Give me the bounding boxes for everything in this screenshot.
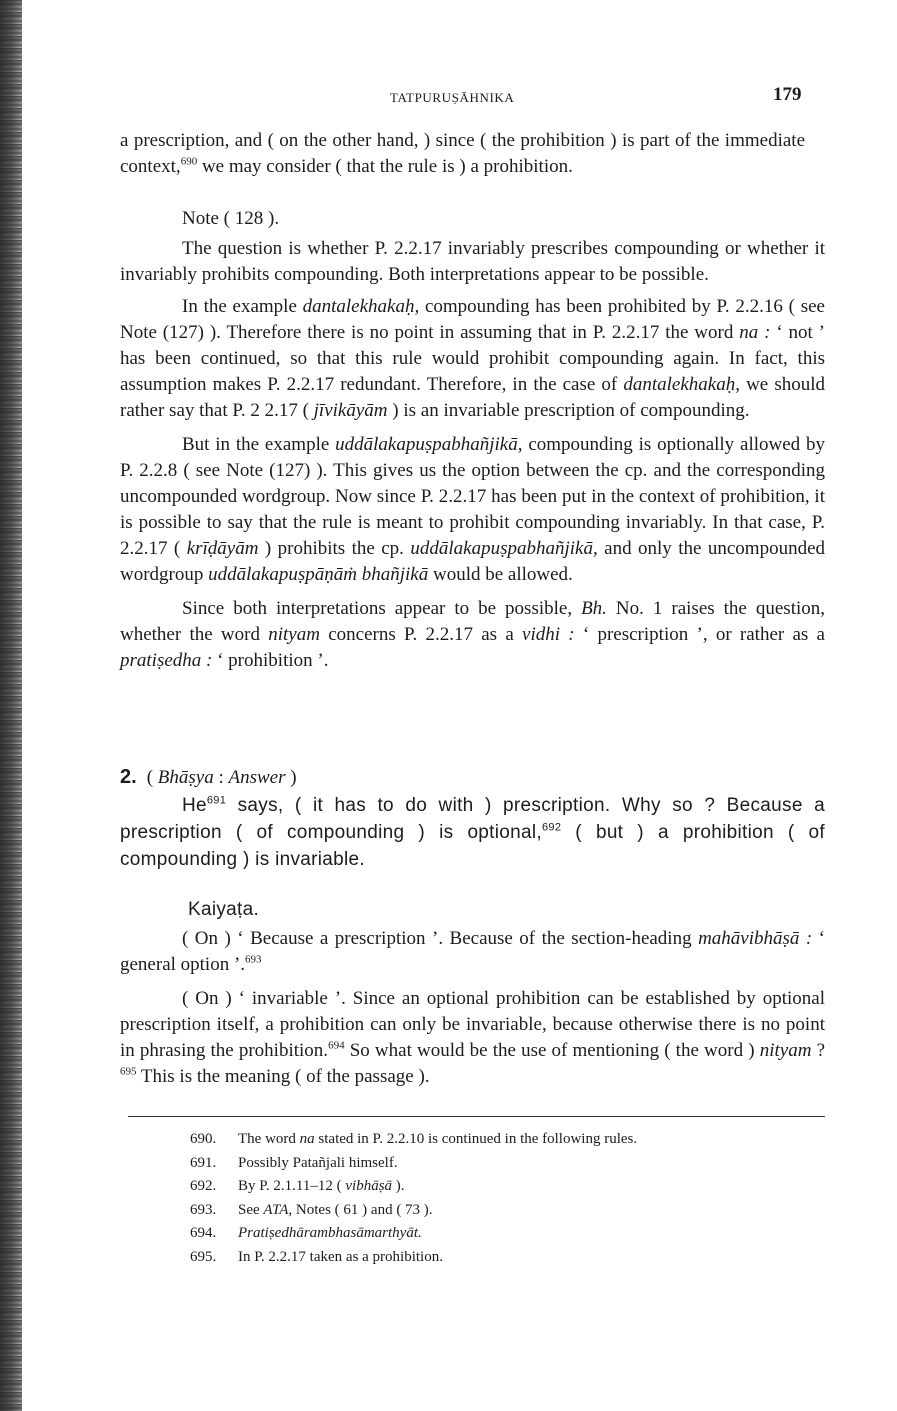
intro-paragraph: a prescription, and ( on the other hand, ) since ( the prohibition ) is part of the immediate context,$^{690}$ we may consider ( that the rule is ) a prohibition. bbox=[120, 130, 805, 177]
note-label: Note ( 128 ). bbox=[182, 208, 280, 229]
note-paragraph-4: Since both interpretations appear to be possible, Bh. No. 1 raises the question, whether the word nityam concerns P. 2.2.17 as a vidhi : ‘ prescription ’, or rather as a pratiṣedha : ‘ prohibition ’. bbox=[120, 598, 825, 671]
footnotes bbox=[190, 1128, 830, 1269]
note-paragraph-2: In the example dantalekhakaḥ, compounding has been prohibited by P. 2.2.16 ( see Note (127) ). Therefore there is no point in assuming that in P. 2.2.17 the word na : ‘ not ’ has been continued, so that this rule would prohibit compounding again. In fact, this assumption makes P. 2.2.17 redundant. Therefore, in the case of dantalekhakaḥ, we should rather say that P. 2 2.17 ( jīvikāyām ) is an invariable prescription of compounding. bbox=[120, 296, 825, 421]
kaiyata-paragraph-2: ( On ) ‘ invariable ’. Since an optional prohibition can be established by optional prescription itself, a prohibition can only be invariable, because otherwise there is no point in phrasing the prohibition.$^{694}$ So what would be the use of mentioning ( the word ) nityam ?$^{695}$ This is the meaning ( of the passage ). bbox=[120, 988, 825, 1087]
note-paragraph-1: The question is whether P. 2.2.17 invariably prescribes compounding or whether it invariably prohibits compounding. Both interpretations appear to be possible. bbox=[120, 238, 825, 285]
footnote-691: 691. Possibly Patañjali himself. bbox=[190, 1154, 398, 1171]
footnote-694: 694. Pratiṣedhārambhasāmarthyāt. bbox=[190, 1225, 422, 1241]
footnote-ref: 693 bbox=[245, 953, 262, 966]
kaiyata-section bbox=[120, 926, 825, 1090]
footnote-693: 693. See ATA, Notes ( 61 ) and ( 73 ). bbox=[190, 1201, 433, 1218]
footnote-divider bbox=[128, 1116, 825, 1117]
footnote-ref: 691 bbox=[206, 794, 227, 807]
kaiyata-paragraph-1: ( On ) ‘ Because a prescription ’. Because of the section-heading mahāvibhāṣā : ‘ general option ’.$^{693}$ bbox=[120, 928, 826, 975]
footnote-ref: 695 bbox=[120, 1065, 137, 1078]
footnote-ref: 690 bbox=[180, 155, 198, 168]
note-paragraph-3: But in the example uddālakapuṣpabhañjikā, compounding is optionally allowed by P. 2.2.8 ( see Note (127) ). This gives us the option between the cp. and the corresponding uncompounded wordgroup. Now since P. 2.2.17 has been put in the context of prohibition, it is possible to say that the rule is meant to prohibit compounding invariably. In that case, P. 2.2.17 ( krīḍāyām ) prohibits the cp. uddālakapuṣpabhañjikā, and only the uncompounded wordgroup uddālakapuṣpāṇāṁ bhañjikā would be allowed. bbox=[120, 434, 826, 585]
section-2-heading: 2. ( Bhāṣya : Answer ) bbox=[120, 766, 297, 788]
footnote-692: 692. By P. 2.1.11–12 ( vibhāṣā ). bbox=[190, 1178, 405, 1194]
bhasya-answer: He$^{691}$ says, ( it has to do with ) prescription. Why so ? Because a prescription ( of compounding ) is optional,$^{692}$ ( but ) a prohibition ( of compounding ) is invariable. bbox=[120, 794, 825, 870]
footnote-ref: 692 bbox=[541, 821, 562, 834]
kaiyata-label: Kaiyaṭa. bbox=[188, 899, 260, 920]
note-section bbox=[120, 236, 825, 674]
footnote-695: 695. In P. 2.2.17 taken as a prohibition. bbox=[190, 1248, 443, 1265]
footnote-690: 690. The word na stated in P. 2.2.10 is continued in the following rules. bbox=[190, 1131, 638, 1147]
page-header bbox=[390, 84, 820, 114]
footnote-ref: 694 bbox=[328, 1039, 345, 1052]
page-number: 179 bbox=[773, 84, 802, 105]
section-number: 2. bbox=[120, 766, 137, 788]
running-title: TATPURUṢĀHNIKA bbox=[390, 90, 515, 105]
